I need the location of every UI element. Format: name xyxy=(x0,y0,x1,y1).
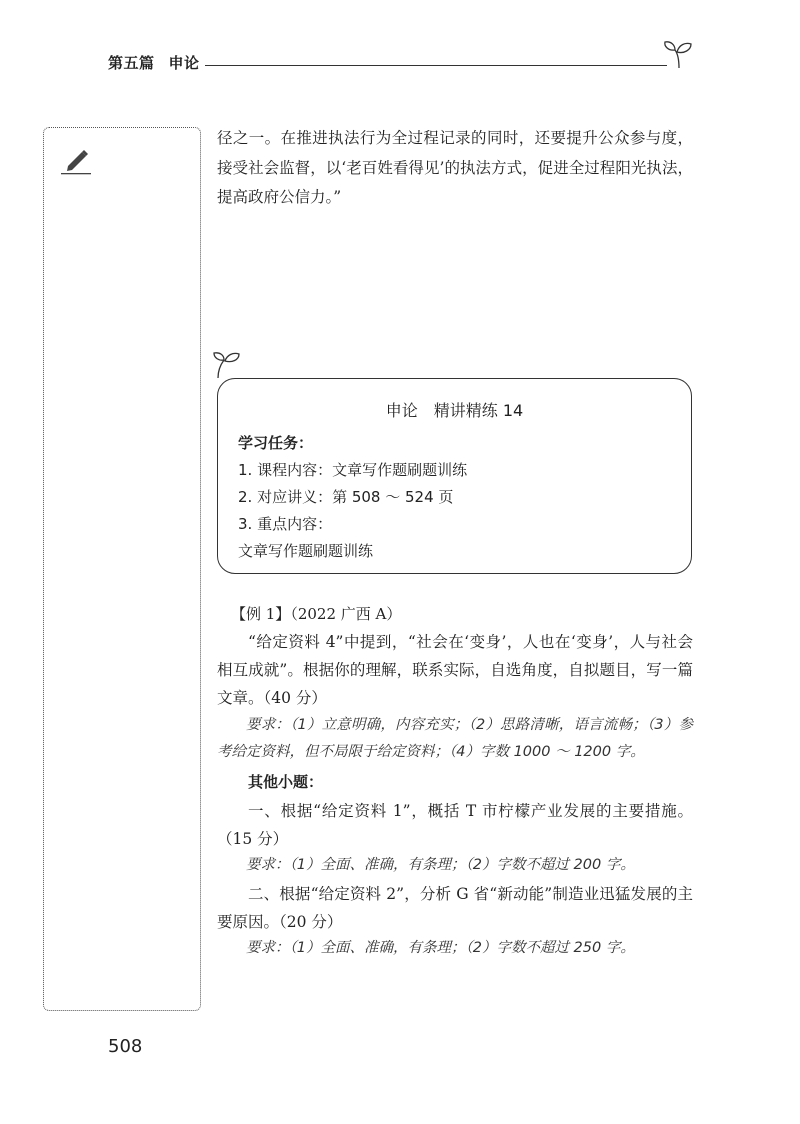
study-task-label: 学习任务： xyxy=(238,434,314,452)
page-header xyxy=(108,52,200,73)
study-item-handout: 2. 对应讲义：第 508 ～ 524 页 xyxy=(238,488,454,506)
question-2-requirement: 要求：（1）全面、准确，有条理；（2）字数不超过 250 字。 xyxy=(246,940,635,956)
example-label: 【例 1】 xyxy=(231,605,291,623)
study-title-name: 精讲精练 14 xyxy=(433,401,524,420)
pencil-icon xyxy=(60,146,92,176)
note-column xyxy=(43,127,201,1011)
study-item-focus: 3. 重点内容： xyxy=(238,515,333,533)
study-item-course: 1. 课程内容：文章写作题刷题训练 xyxy=(238,461,468,479)
sprout-icon xyxy=(662,40,696,70)
question-1: 一、根据“给定资料 1”，概括 T 市柠檬产业发展的主要措施。（15 分） xyxy=(217,802,693,848)
study-item-focus-detail: 文章写作题刷题训练 xyxy=(238,542,374,560)
example-question: “给定资料 4”中提到，“社会在‘变身’，人也在‘变身’，人与社会相互成就”。根据你的理解，联系实际，自选角度，自拟题目，写一篇文章。（40 分） xyxy=(217,633,693,707)
sprout-icon xyxy=(209,348,243,378)
other-questions-heading: 其他小题： xyxy=(248,773,324,791)
header-subject: 申论 xyxy=(168,54,200,72)
page-number: 508 xyxy=(108,1036,143,1057)
study-title-subject: 申论 xyxy=(385,401,418,420)
study-box-title xyxy=(217,398,692,421)
header-rule xyxy=(205,65,667,66)
example-source: （2022 广西 A） xyxy=(290,605,402,623)
question-2: 二、根据“给定资料 2”，分析 G 省“新动能”制造业迅猛发展的主要原因。（20 分） xyxy=(217,885,693,931)
example-requirement: 要求：（1）立意明确，内容充实；（2）思路清晰，语言流畅；（3）参考给定资料，但不局限于给定资料；（4）字数 1000 ～ 1200 字。 xyxy=(217,717,693,760)
example-heading xyxy=(231,603,401,624)
question-1-requirement: 要求：（1）全面、准确，有条理；（2）字数不超过 200 字。 xyxy=(246,857,635,873)
header-part: 第五篇 xyxy=(108,54,155,72)
intro-paragraph: 径之一。在推进执法行为全过程记录的同时，还要提升公众参与度，接受社会监督，以‘老百姓看得见’的执法方式，促进全过程阳光执法，提高政府公信力。” xyxy=(217,129,693,206)
